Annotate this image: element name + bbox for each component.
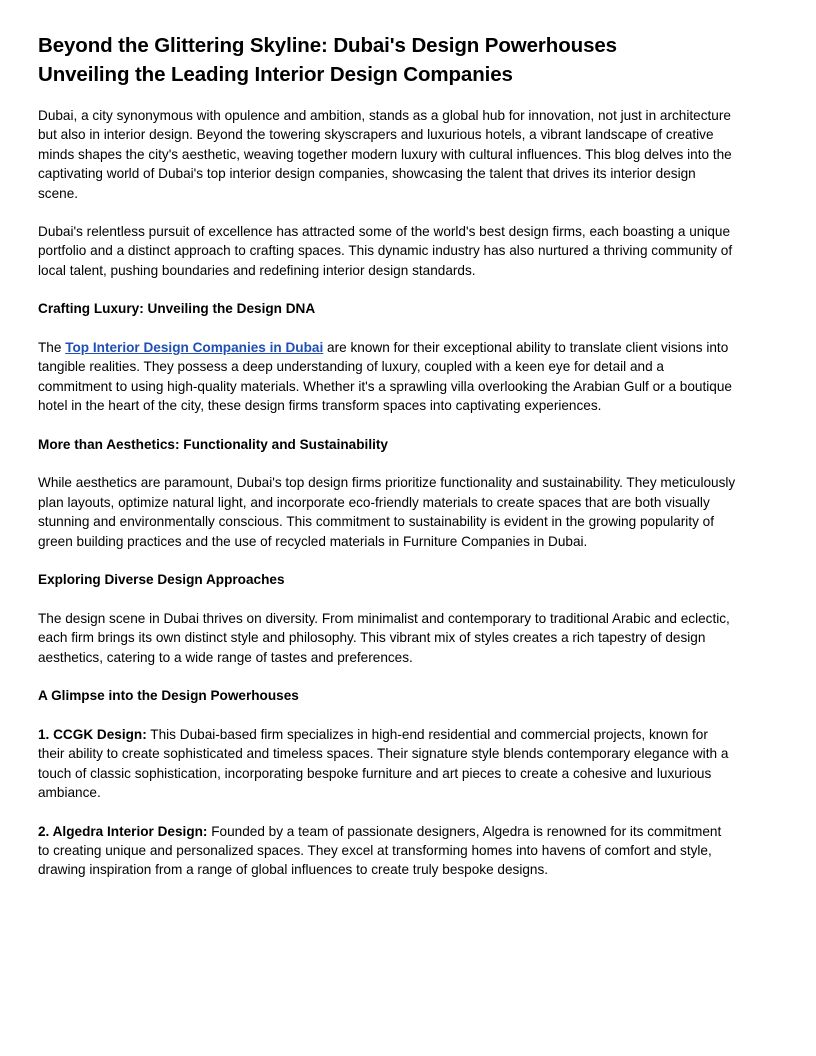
powerhouse-item-text: Founded by a team of passionate designers, Algedra is renowned for its commitment to creating unique and personalized spaces. They excel at transforming homes into havens of comfort and style, drawing inspiration from a range of global influences to create truly bespoke designs. (38, 823, 722, 878)
powerhouse-item-label: 1. CCGK Design: (38, 726, 147, 742)
section-heading-powerhouses: A Glimpse into the Design Powerhouses (38, 688, 299, 704)
powerhouse-item-text: This Dubai-based firm specializes in high-end residential and commercial projects, known for their ability to create sophisticated and timeless spaces. Their signature style blends contemporary elegance with a touch of classic sophistication, incorporating bespoke furniture and art pieces to create a cohesive and luxurious ambiance. (38, 726, 729, 801)
title-line-2: Unveiling the Leading Interior Design Companies (38, 63, 513, 86)
design-dna-paragraph (38, 338, 736, 416)
design-dna-prefix: The (38, 340, 66, 356)
functionality-paragraph: While aesthetics are paramount, Dubai's top design firms prioritize functionality and sustainability. They meticulously plan layouts, optimize natural light, and incorporate eco-friendly materials to create spaces that are both visually stunning and environmentally conscious. This commitment to sustainability is evident in the growing popularity of green building practices and the use of recycled materials in Furniture Companies in Dubai. (38, 475, 736, 549)
document-title (38, 31, 736, 89)
design-dna-suffix: are known for their exceptional ability to translate client visions into tangible realities. They possess a deep understanding of luxury, coupled with a keen eye for detail and a commitment to using high-quality materials. Whether it's a sprawling villa overlooking the Arabian Gulf or a boutique hotel in the heart of the city, these design firms transform spaces into captivating experiences. (38, 340, 732, 414)
top-interior-design-companies-link[interactable]: Top Interior Design Companies in Dubai (65, 340, 324, 356)
powerhouse-item (38, 822, 736, 880)
section-heading-functionality: More than Aesthetics: Functionality and Sustainability (38, 436, 388, 452)
section-heading-design-dna: Crafting Luxury: Unveiling the Design DNA (38, 301, 316, 317)
intro-paragraph-1: Dubai, a city synonymous with opulence and ambition, stands as a global hub for innovation, not just in architecture but also in interior design. Beyond the towering skyscrapers and luxurious hotels, a vibrant landscape of creative minds shapes the city's aesthetic, weaving together modern luxury with cultural influences. This blog delves into the captivating world of Dubai's top interior design companies, showcasing the talent that drives its interior design scene. (38, 108, 732, 201)
title-line-1: Beyond the Glittering Skyline: Dubai's Design Powerhouses (38, 34, 617, 57)
powerhouse-item-label: 2. Algedra Interior Design: (38, 823, 208, 839)
diverse-approaches-paragraph: The design scene in Dubai thrives on diversity. From minimalist and contemporary to traditional Arabic and eclectic, each firm brings its own distinct style and philosophy. This vibrant mix of styles creates a rich tapestry of design aesthetics, catering to a wide range of tastes and preferences. (38, 610, 730, 665)
powerhouse-item (38, 725, 736, 803)
section-heading-diverse-approaches: Exploring Diverse Design Approaches (38, 572, 285, 588)
intro-paragraph-2: Dubai's relentless pursuit of excellence has attracted some of the world's best design firms, each boasting a unique portfolio and a distinct approach to crafting spaces. This dynamic industry has also nurtured a thriving community of local talent, pushing boundaries and redefining interior design standards. (38, 224, 733, 278)
